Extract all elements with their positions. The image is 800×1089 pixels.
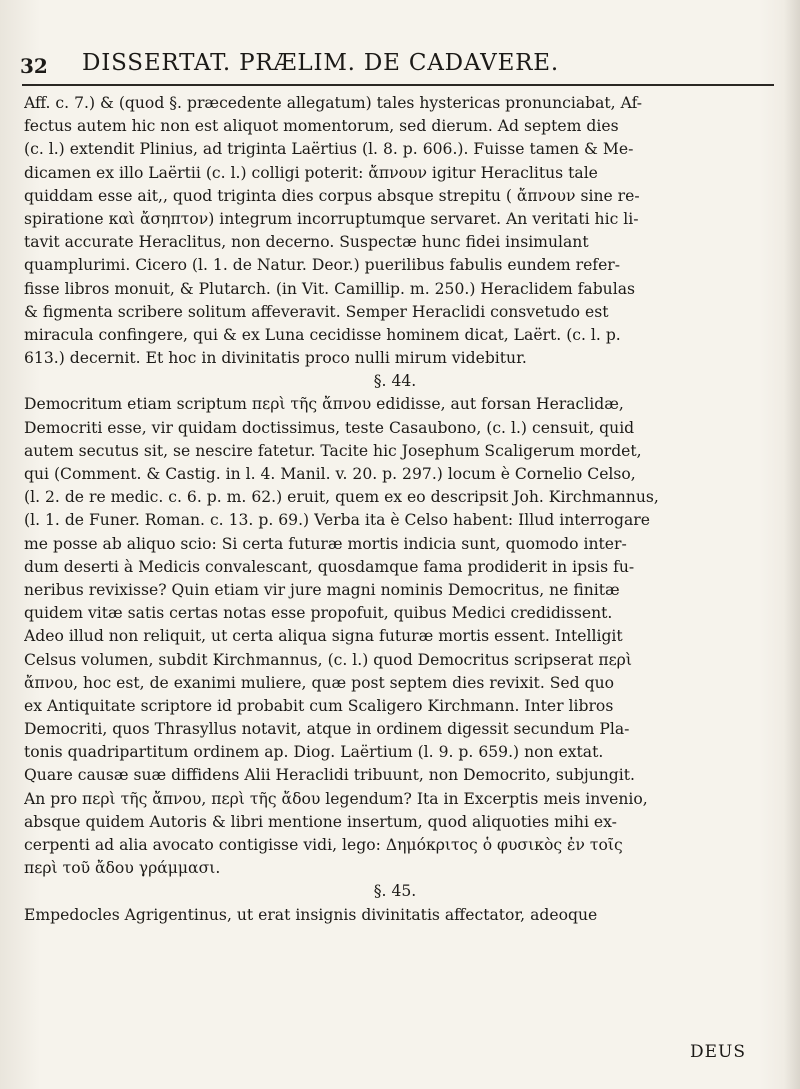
text-line: (c. l.) extendit Plinius, ad triginta Laërtius (l. 8. p. 606.). Fuisse tamen & Me- [24, 140, 634, 159]
text-line: Aff. c. 7.) & (quod §. præcedente allegatum) tales hystericas pronunciabat, Af- [24, 94, 643, 112]
text-line: fectus autem hic non est aliquot momentorum, sed dierum. Ad septem dies [24, 117, 619, 136]
text-line: Adeo illud non reliquit, ut certa aliqua signa futuræ mortis essent. Intelligit [24, 627, 623, 646]
text-line: Quare causæ suæ diffidens Alii Heraclidi tribuunt, non Democrito, subjungit. [24, 766, 635, 785]
section-heading: §. 45. [373, 882, 417, 901]
text-line: quidem vitæ satis certas notas esse propofuit, quibus Medici credidissent. [24, 604, 613, 623]
text-line: dicamen ex illo Laërtii (c. l.) colligi poterit: ἄπνουν igitur Heraclitus tale [24, 163, 598, 182]
text-line: dum deserti à Medicis convalescant, quosdamque fama prodiderit in ipsis fu- [24, 557, 635, 576]
header-rule [22, 84, 774, 86]
text-line: spiratione καὶ ἄσηπτον) integrum incorruptumque servaret. An veritati hic li- [24, 209, 639, 228]
text-line: An pro περὶ τῆς ἄπνου, περὶ τῆς ἄδου legendum? Ita in Excerptis meis invenio, [24, 789, 648, 808]
text-line: (l. 1. de Funer. Roman. c. 13. p. 69.) Verba ita è Celso habent: Illud interrogare [24, 511, 650, 530]
text-line: quamplurimi. Cicero (l. 1. de Natur. Deor.) puerilibus fabulis eundem refer- [24, 256, 621, 275]
text-line: fisse libros monuit, & Plutarch. (in Vit. Camillip. m. 250.) Heraclidem fabulas [24, 279, 636, 298]
text-line: tavit accurate Heraclitus, non decerno. Suspectæ hunc fidei insimulant [24, 233, 589, 252]
text-line: absque quidem Autoris & libri mentione insertum, quod aliquoties mihi ex- [24, 812, 617, 831]
text-line: cerpenti ad alia avocato contigisse vidi, lego: Δημόκριτος ὁ φυσικὸς ἐν τοῖς [24, 836, 623, 854]
page-edge-shadow [784, 0, 800, 1089]
text-line: me posse ab aliquo scio: Si certa futuræ mortis indicia sunt, quomodo inter- [24, 534, 627, 553]
section-heading: §. 44. [373, 372, 417, 391]
text-line: ex Antiquitate scriptore id probabit cum Scaligero Kirchmann. Inter libros [24, 696, 614, 715]
text-line: quiddam esse ait,, quod triginta dies corpus absque strepitu ( ἄπνουν sine re- [24, 186, 640, 205]
page-number: 32 [20, 54, 48, 78]
text-line: Empedocles Agrigentinus, ut erat insignis divinitatis affectator, adeoque [24, 905, 598, 924]
text-line: Democriti esse, vir quidam doctissimus, teste Casaubono, (c. l.) censuit, quid [24, 418, 635, 437]
text-line: Democriti, quos Thrasyllus notavit, atque in ordinem digessit secundum Pla- [24, 720, 630, 739]
body-text [24, 92, 766, 927]
catchword: DEUS [690, 1042, 747, 1062]
text-line: (l. 2. de re medic. c. 6. p. m. 62.) eruit, quem ex eo descripsit Joh. Kirchmannus, [24, 488, 659, 507]
text-line: tonis quadripartitum ordinem ap. Diog. Laërtium (l. 9. p. 659.) non extat. [24, 743, 604, 762]
text-line: Democritum etiam scriptum περὶ τῆς ἄπνου edidisse, aut forsan Heraclidæ, [24, 395, 624, 414]
text-line: περὶ τοῦ ἄδου γράμμασι. [24, 859, 221, 878]
text-line: autem secutus sit, se nescire fatetur. Tacite hic Josephum Scaligerum mordet, [24, 441, 642, 460]
page-header [20, 48, 780, 78]
text-line: neribus revixisse? Quin etiam vir jure magni nominis Democritus, ne finitæ [24, 580, 620, 599]
text-line: 613.) decernit. Et hoc in divinitatis proco nulli mirum videbitur. [24, 349, 527, 368]
text-line: qui (Comment. & Castig. in l. 4. Manil. v. 20. p. 297.) locum è Cornelio Celso, [24, 465, 636, 483]
text-line: & figmenta scribere solitum affeveravit. Semper Heraclidi consvetudo est [24, 302, 609, 321]
text-line: Celsus volumen, subdit Kirchmannus, (c. l.) quod Democritus scripserat περὶ [24, 650, 632, 669]
text-line: ἄπνου, hoc est, de exanimi muliere, quæ post septem dies revixit. Sed quo [24, 673, 614, 692]
running-head: DISSERTAT. PRÆLIM. DE CADAVERE. [82, 50, 559, 76]
text-line: miracula confingere, qui & ex Luna cecidisse hominem dicat, Laërt. (c. l. p. [24, 325, 621, 344]
